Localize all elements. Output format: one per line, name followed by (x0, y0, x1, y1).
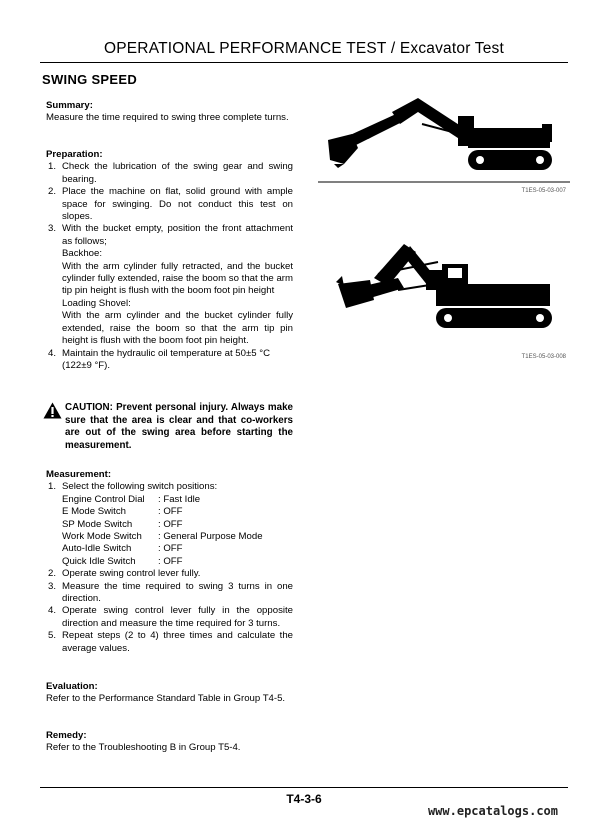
switch-name: SP Mode Switch (62, 518, 133, 530)
step-number: 2. (48, 568, 57, 580)
switch-row (62, 556, 293, 568)
step-number: 4. (48, 347, 57, 359)
header-divider (40, 62, 568, 63)
measurement-step (46, 605, 293, 630)
summary-block (46, 100, 293, 125)
preparation-block (46, 149, 293, 372)
warning-triangle-icon (43, 402, 62, 419)
switch-list (62, 494, 293, 568)
summary-text: Measure the time required to swing three complete turns. (46, 112, 289, 124)
evaluation-block (46, 681, 293, 706)
step-text: Check the lubrication of the swing gear and swing bearing. (62, 161, 293, 185)
caution-text: CAUTION: Prevent personal injury. Always make sure that the area is clear and that co-workers are out of the swing area before starting the measurement. (65, 402, 293, 451)
figure-caption-backhoe: T1ES-05-03-007 (521, 188, 566, 194)
measurement-step (46, 630, 293, 655)
step-number: 1. (48, 161, 57, 173)
switch-value: : OFF (158, 555, 183, 567)
prep-step (46, 223, 293, 347)
remedy-text: Refer to the Troubleshooting B in Group T5-4. (46, 742, 241, 754)
switch-name: Engine Control Dial (62, 493, 145, 505)
step-number: 4. (48, 605, 57, 617)
loading-shovel-label: Loading Shovel: (62, 297, 131, 309)
measurement-step (46, 581, 293, 606)
backhoe-text: With the arm cylinder fully retracted, and the bucket cylinder fully extended, raise the boom so that the arm tip pin height is flush with the boom foot pin height (62, 260, 293, 297)
loading-shovel-illustration (318, 238, 570, 338)
switch-row (62, 506, 293, 518)
switch-value: : General Purpose Mode (158, 531, 263, 543)
switch-row (62, 494, 293, 506)
measurement-step (46, 568, 293, 580)
preparation-heading: Preparation: (46, 149, 103, 160)
measurement-heading: Measurement: (46, 469, 112, 480)
step-number: 2. (48, 186, 57, 198)
switch-value: : OFF (158, 543, 183, 555)
switch-value: : OFF (158, 506, 183, 518)
evaluation-heading: Evaluation: (46, 681, 98, 692)
backhoe-excavator-illustration (318, 94, 570, 186)
step-text: Maintain the hydraulic oil temperature at 50±5 °C (122±9 °F). (62, 347, 271, 371)
step-text: Measure the time required to swing 3 turns in one direction. (62, 580, 293, 605)
remedy-heading: Remedy: (46, 730, 87, 741)
step-text: Operate swing control lever fully. (62, 568, 201, 580)
loading-shovel-text: With the arm cylinder and the bucket cylinder fully extended, raise the boom so that the arm tip pin height is flush with the boom foot pin height. (62, 310, 293, 347)
caution-block (43, 402, 293, 452)
prep-step (46, 186, 293, 223)
step-text: Operate swing control lever fully in the opposite direction and measure the time required for 3 turns. (62, 605, 293, 629)
prep-step (46, 161, 293, 186)
step-text: Repeat steps (2 to 4) three times and calculate the average values. (62, 630, 293, 654)
evaluation-text: Refer to the Performance Standard Table in Group T4-5. (46, 693, 286, 705)
switch-value: : Fast Idle (158, 493, 201, 505)
switch-name: Quick Idle Switch (62, 555, 136, 567)
step-text: Select the following switch positions: (62, 481, 218, 493)
watermark-text: www.epcatalogs.com (427, 804, 558, 818)
step-number: 5. (48, 630, 57, 642)
switch-name: E Mode Switch (62, 506, 126, 518)
measurement-block (46, 469, 293, 655)
page-header-title: OPERATIONAL PERFORMANCE TEST / Excavator Test (103, 40, 505, 57)
step-number: 3. (48, 580, 57, 592)
section-title: SWING SPEED (42, 72, 138, 87)
switch-row (62, 519, 293, 531)
switch-row (62, 543, 293, 555)
measurement-step (46, 481, 293, 568)
switch-name: Auto-Idle Switch (62, 543, 132, 555)
figure-caption-shovel: T1ES-05-03-008 (521, 354, 566, 360)
switch-name: Work Mode Switch (62, 531, 142, 543)
step-number: 3. (48, 223, 57, 235)
switch-value: : OFF (158, 518, 183, 530)
summary-heading: Summary: (46, 100, 93, 111)
step-number: 1. (48, 481, 57, 493)
remedy-block (46, 730, 293, 755)
step-text: With the bucket empty, position the front attachment as follows; (62, 223, 293, 247)
footer-divider (40, 787, 568, 788)
switch-row (62, 531, 293, 543)
step-text: Place the machine on flat, solid ground with ample space for swinging. Do not conduct this test on slopes. (62, 186, 293, 223)
prep-step (46, 348, 293, 373)
page-number: T4-3-6 (286, 792, 322, 806)
backhoe-label: Backhoe: (62, 248, 103, 260)
